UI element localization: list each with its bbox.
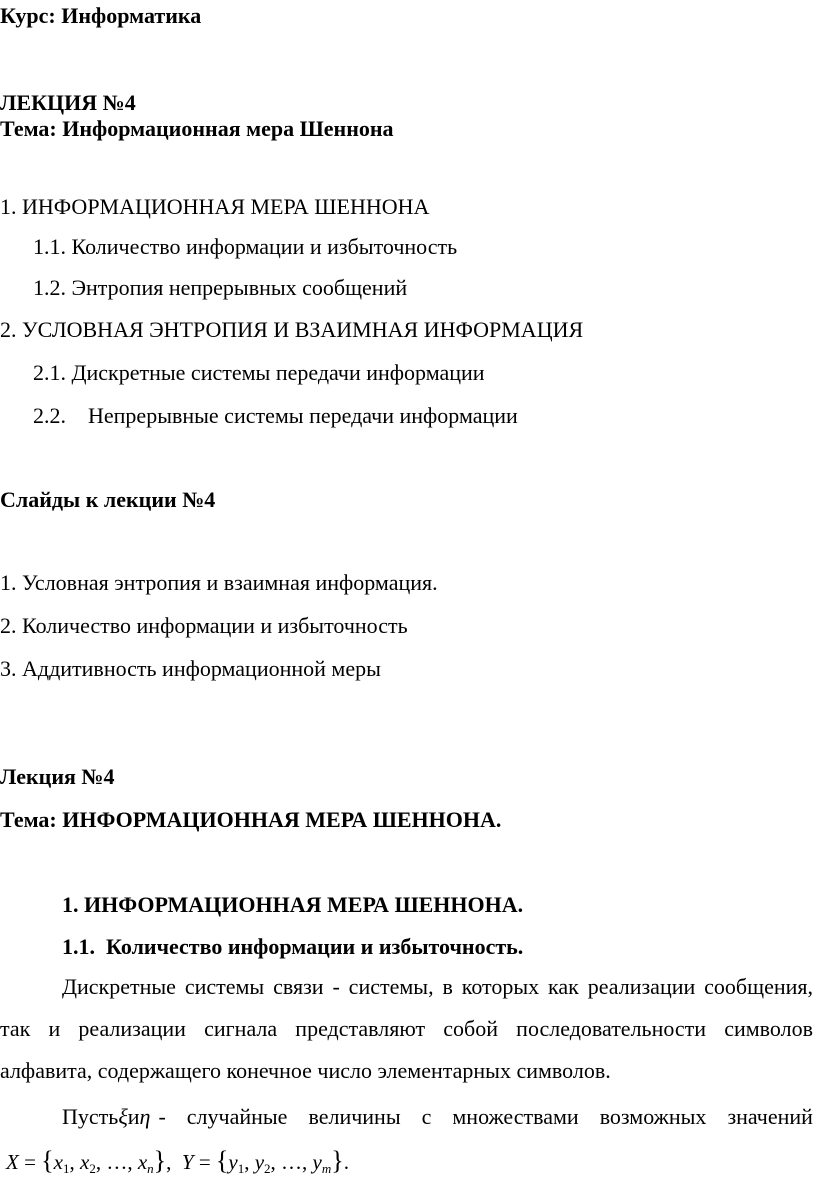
subsection-heading: 1.1. Количество информации и избыточность. (62, 934, 524, 959)
slide-item: 3. Аддитивность информационной меры (0, 656, 381, 681)
paragraph-word: с (421, 1104, 432, 1129)
toc-item: 2.1. Дискретные системы передачи информации (33, 360, 485, 385)
paragraph-word: случайные (186, 1104, 288, 1129)
paragraph-word: и (127, 1104, 140, 1129)
toc-item: 1.2. Энтропия непрерывных сообщений (33, 275, 408, 300)
course-title: Курс: Информатика (0, 3, 202, 28)
xi-symbol: ξ (118, 1104, 128, 1129)
slide-item: 1. Условная энтропия и взаимная информация. (0, 570, 438, 595)
paragraph-discrete-systems (0, 966, 813, 1092)
sets-formula: $X = \{x_1$, $x_2$, …, $x_n$}, $Y = \{y_1$, $y_2$, …, $y_m$}. (6, 1146, 349, 1176)
topic-header: Тема: Информационная мера Шеннона (0, 116, 394, 141)
toc-item: 1. ИНФОРМАЦИОННАЯ МЕРА ШЕННОНА (0, 194, 430, 219)
paragraph-rest (158, 1104, 813, 1130)
paragraph-word: значений (727, 1104, 813, 1129)
toc-item: 1.1. Количество информации и избыточность (33, 234, 458, 259)
toc-item: 2.2. Непрерывные системы передачи информации (33, 403, 518, 428)
paragraph-word: возможных (599, 1104, 707, 1129)
paragraph-word: величины (308, 1104, 401, 1129)
lecture-title: Лекция №4 (0, 764, 115, 789)
section-heading: 1. ИНФОРМАЦИОННАЯ МЕРА ШЕННОНА. (62, 892, 524, 917)
paragraph-word: - (158, 1104, 166, 1129)
slide-item: 2. Количество информации и избыточность (0, 613, 408, 638)
toc-item: 2. УСЛОВНАЯ ЭНТРОПИЯ И ВЗАИМНАЯ ИНФОРМАЦИЯ (0, 317, 584, 342)
paragraph-let (62, 1104, 813, 1130)
paragraph-word: множествами (452, 1104, 579, 1129)
paragraph-text: Дискретные системы связи - системы, в которых как реализации сообщения, так и реализации сигнала представляют собой последовательности символов алфавита, содержащего конечное число элементарных символов. (0, 974, 813, 1083)
lecture-header: ЛЕКЦИЯ №4 (0, 90, 136, 115)
paragraph-word: Пусть (62, 1104, 119, 1129)
eta-symbol: η (139, 1104, 151, 1129)
topic-title: Тема: ИНФОРМАЦИОННАЯ МЕРА ШЕННОНА. (0, 807, 502, 832)
slides-header: Слайды к лекции №4 (0, 487, 216, 512)
